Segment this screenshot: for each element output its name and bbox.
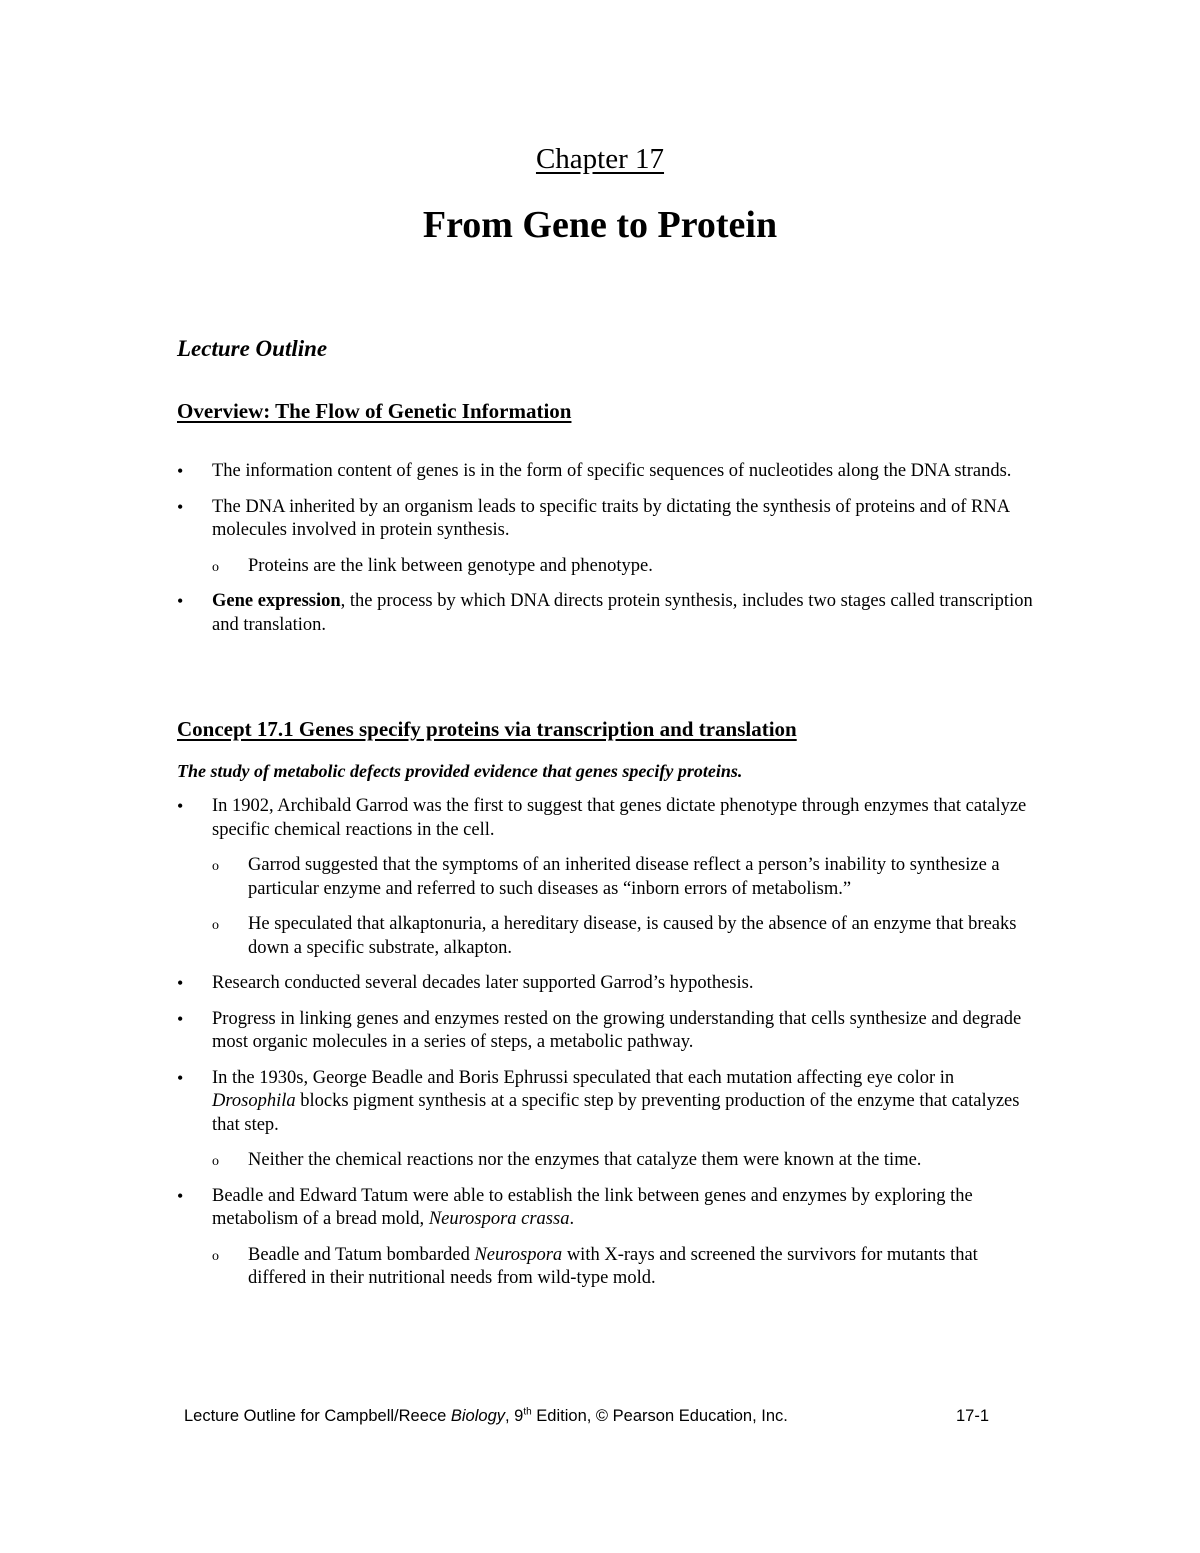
item-text: The information content of genes is in the form of specific sequences of nucleotides along the DNA strands. [212,461,1012,481]
sub-bullet-marker: o [212,1248,219,1264]
concept-subheading: The study of metabolic defects provided evidence that genes specify proteins. [177,761,743,781]
species-name: Neurospora [474,1244,563,1265]
footer-citation [184,1407,788,1426]
species-name: Neurospora crassa [428,1209,570,1229]
item-text: Beadle and Tatum bombarded [248,1244,475,1265]
concept-list [177,795,1037,1291]
outline-label: Lecture Outline [177,336,328,361]
list-item [177,555,1037,579]
item-text: blocks pigment synthesis at a specific step by preventing production of the enzyme that catalyzes that step. [212,1091,1020,1135]
sub-bullet-marker: o [212,918,219,933]
bullet-marker: • [177,796,184,816]
item-text: Proteins are the link between genotype and phenotype. [248,555,653,576]
list-item [177,590,1037,637]
bullet-marker: • [177,496,184,517]
list-item [177,460,1037,484]
item-text: . [569,1209,575,1229]
item-text: In 1902, Archibald Garrod was the first to suggest that genes dictate phenotype through enzymes that catalyze specific chemical reactions in the cell. [212,796,1027,840]
list-item [177,854,1037,901]
list-item [177,1185,1037,1232]
item-text: He speculated that alkaptonuria, a hereditary disease, is caused by the absence of an enzyme that breaks down a specific substrate, alkapton. [248,914,1017,958]
sub-bullet-marker: o [212,859,219,874]
item-text: Neither the chemical reactions nor the enzymes that catalyze them were known at the time. [248,1150,922,1170]
item-text: Garrod suggested that the symptoms of an inherited disease reflect a person’s inability to synthesize a particular enzyme and referred to such diseases as “inborn errors of metabolism.” [248,855,1000,899]
list-item [177,913,1037,960]
bullet-marker: • [177,1067,184,1088]
footer-book-title: Biology [450,1407,506,1425]
item-text: , the process by which DNA directs protein synthesis, includes two stages called transcription and translation. [212,591,1033,635]
bullet-marker: • [177,1185,184,1206]
list-item [177,795,1037,842]
sub-bullet-marker: o [212,559,219,575]
list-item [177,1067,1037,1138]
list-item [177,1244,1037,1291]
list-item [177,1149,1037,1173]
overview-list [177,460,1037,637]
footer-edition: , 9 [505,1407,524,1425]
page-number: 17-1 [955,1407,989,1425]
footer-edition-suffix: th [523,1406,532,1418]
footer-prefix: Lecture Outline for Campbell/Reece [184,1407,451,1425]
sub-bullet-marker: o [212,1154,219,1169]
key-term: Gene expression [212,591,341,611]
item-text: Beadle and Edward Tatum were able to establish the link between genes and enzymes by exploring the metabolism of a bread mold, [212,1185,973,1229]
overview-heading: Overview: The Flow of Genetic Information [177,399,572,423]
bullet-marker: • [177,1008,184,1029]
item-text: The DNA inherited by an organism leads to specific traits by dictating the synthesis of proteins and of RNA molecules involved in protein synthesis. [212,496,1010,540]
chapter-title: From Gene to Protein [422,204,778,246]
bullet-marker: • [177,973,184,993]
concept-heading: Concept 17.1 Genes specify proteins via transcription and translation [177,717,797,741]
bullet-marker: • [177,461,184,481]
list-item [177,972,1037,996]
item-text: Research conducted several decades later supported Garrod’s hypothesis. [212,973,754,993]
list-item [177,1008,1037,1055]
footer-publisher: Edition, © Pearson Education, Inc. [531,1407,788,1425]
item-text: Progress in linking genes and enzymes rested on the growing understanding that cells synthesize and degrade most organic molecules in a series of steps, a metabolic pathway. [212,1008,1022,1052]
chapter-number: Chapter 17 [535,143,665,175]
item-text: In the 1930s, George Beadle and Boris Ephrussi speculated that each mutation affecting eye color in [212,1067,955,1088]
item-text: with X-rays and screened the survivors for mutants that differed in their nutritional needs from wild-type mold. [248,1244,978,1288]
species-name: Drosophila [212,1091,296,1111]
bullet-marker: • [177,591,184,611]
list-item [177,496,1037,543]
